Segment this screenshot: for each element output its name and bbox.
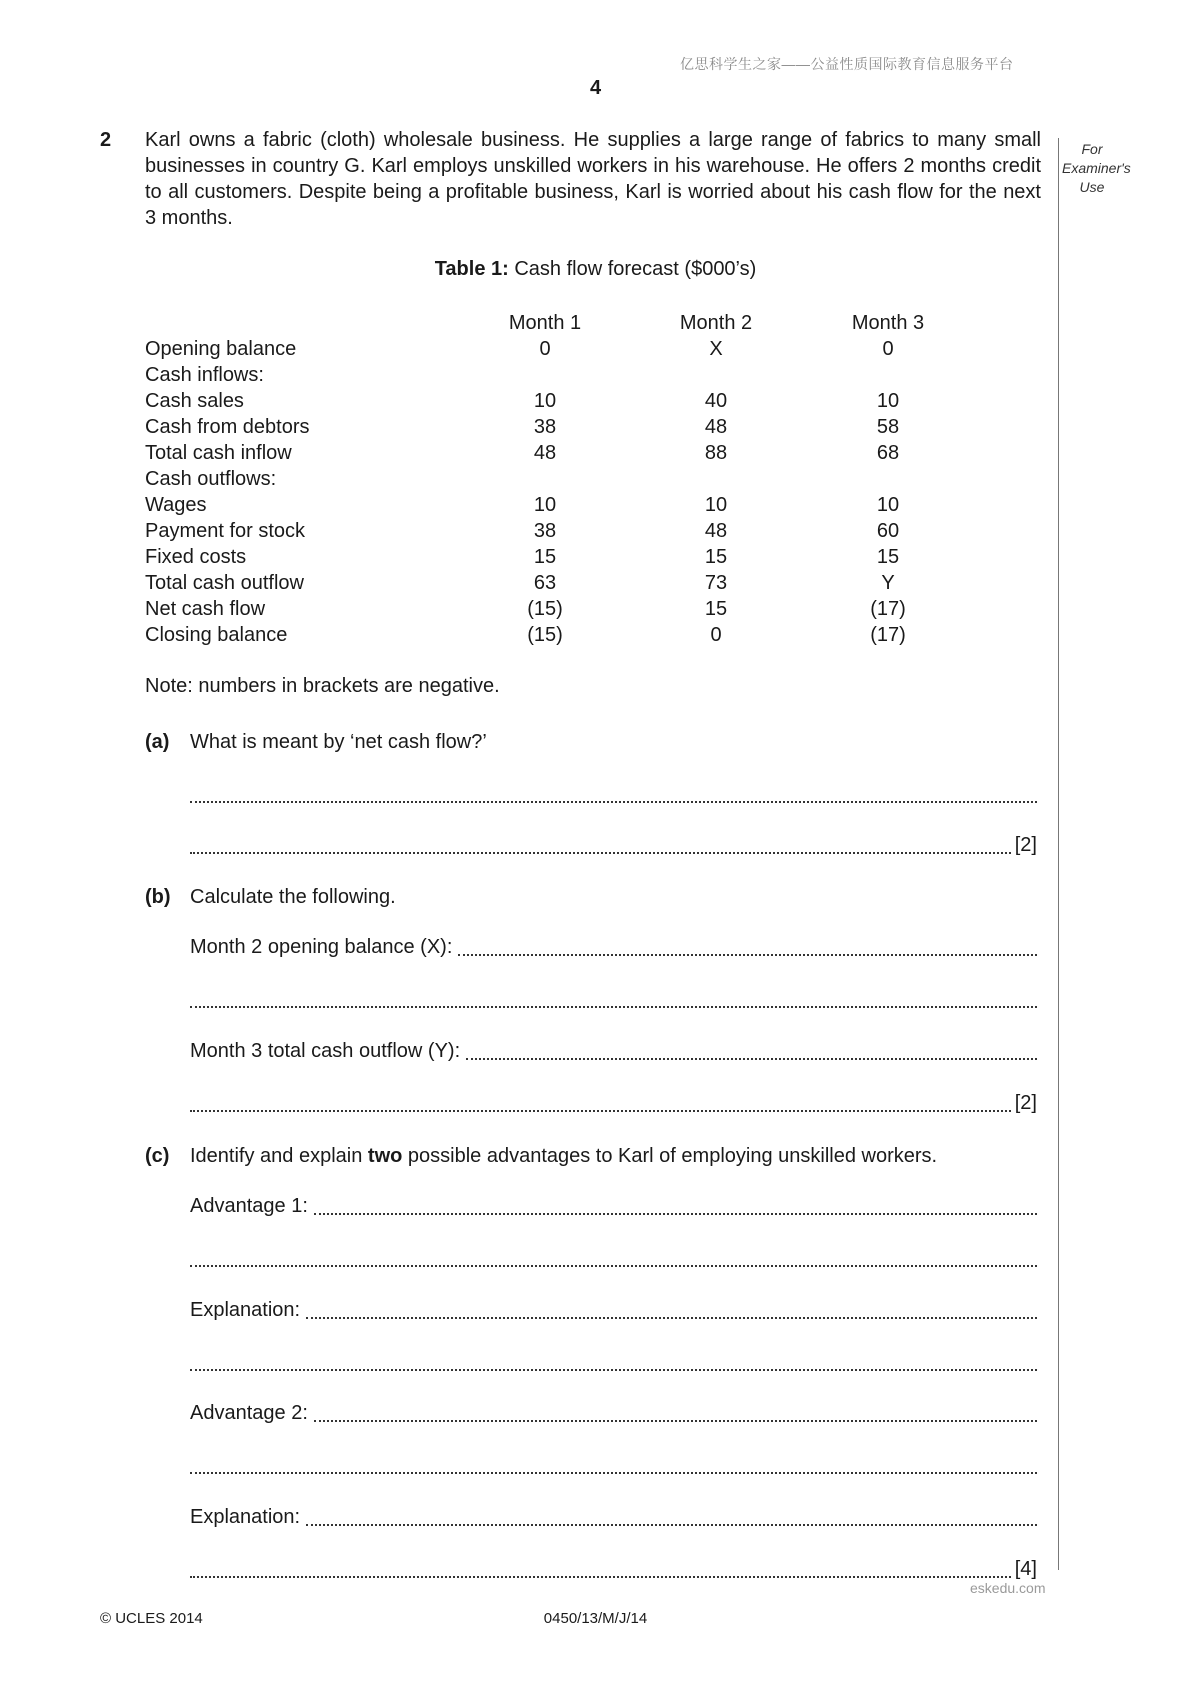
- row-label: Closing balance: [145, 624, 288, 646]
- cell-month-1: 48: [533, 442, 557, 464]
- examiner-label-line: Examiner's: [1062, 160, 1131, 176]
- answer-dots: [190, 1560, 1011, 1578]
- cell-month-3: 68: [876, 442, 900, 464]
- month-3-outflow-label: Month 3 total cash outflow (Y):: [190, 1040, 461, 1062]
- cell-month-2: 48: [704, 520, 728, 542]
- part-a-mark: [2]: [1014, 834, 1037, 856]
- row-label: Fixed costs: [145, 546, 247, 568]
- answer-line-advantage-2[interactable]: [190, 1401, 1037, 1425]
- row-label: Total cash outflow: [145, 572, 304, 594]
- answer-dots: [458, 938, 1037, 956]
- table-title: [0, 258, 1191, 281]
- header-month-2: Month 2: [679, 312, 753, 334]
- answer-line[interactable]: [190, 1246, 1037, 1270]
- answer-dots: [190, 1353, 1037, 1371]
- part-c-text-post: possible advantages to Karl of employing unskilled workers.: [402, 1145, 938, 1167]
- answer-dots: [190, 1456, 1037, 1474]
- header-month-3: Month 3: [851, 312, 925, 334]
- answer-dots: [314, 1197, 1037, 1215]
- part-a-question: What is meant by ‘net cash flow?’: [190, 731, 487, 753]
- row-label: Total cash inflow: [145, 442, 292, 464]
- cell-month-2: 10: [704, 494, 728, 516]
- cell-month-3: (17): [870, 598, 906, 620]
- cell-month-2: 88: [704, 442, 728, 464]
- cell-month-3: 15: [876, 546, 900, 568]
- table-title-text: Cash flow forecast ($000’s): [508, 258, 757, 280]
- cell-month-3: 0: [882, 338, 894, 360]
- row-label: Net cash flow: [145, 598, 266, 620]
- part-b-question: Calculate the following.: [190, 886, 396, 908]
- cell-month-1: 38: [533, 416, 557, 438]
- answer-line[interactable]: [190, 833, 1037, 857]
- watermark-bottom: eskedu.com: [970, 1580, 1046, 1596]
- question-stem: Karl owns a fabric (cloth) wholesale business. He supplies a large range of fabrics to many small businesses in country G. Karl employs unskilled workers in his warehouse. He offers 2 months credit to all customers. Despite being a profitable business, Karl is worried about his cash flow for the next 3 months.: [145, 129, 1041, 229]
- cell-month-3: Y: [881, 572, 895, 594]
- answer-line-explanation-2[interactable]: [190, 1505, 1037, 1529]
- part-c-letter: (c): [145, 1145, 170, 1167]
- examiner-label-line: Use: [1079, 179, 1105, 195]
- examiner-margin-line: [1058, 138, 1059, 1570]
- answer-dots: [190, 836, 1011, 854]
- part-a-letter: (a): [145, 731, 170, 753]
- answer-dots: [466, 1042, 1037, 1060]
- answer-dots: [190, 785, 1037, 803]
- part-c-question: [190, 1145, 937, 1168]
- answer-line-y[interactable]: [190, 1039, 1037, 1063]
- cell-month-1: (15): [527, 624, 563, 646]
- answer-dots: [190, 990, 1037, 1008]
- answer-line[interactable]: [190, 1453, 1037, 1477]
- answer-line[interactable]: [190, 1350, 1037, 1374]
- row-label: Cash inflows:: [145, 364, 264, 386]
- part-b-letter: (b): [145, 886, 171, 908]
- cell-month-1: 15: [533, 546, 557, 568]
- row-label: Wages: [145, 494, 207, 516]
- cell-month-2: 48: [704, 416, 728, 438]
- answer-dots: [190, 1249, 1037, 1267]
- advantage-2-label: Advantage 2:: [190, 1402, 308, 1424]
- cell-month-2: 40: [704, 390, 728, 412]
- table-note: Note: numbers in brackets are negative.: [145, 675, 500, 697]
- cell-month-1: 0: [539, 338, 551, 360]
- page-number: 4: [589, 77, 602, 99]
- part-c-mark: [4]: [1014, 1558, 1037, 1580]
- question-number: 2: [100, 129, 112, 151]
- row-label: Cash from debtors: [145, 416, 310, 438]
- answer-dots: [306, 1301, 1037, 1319]
- cell-month-3: 58: [876, 416, 900, 438]
- answer-line[interactable]: [190, 1557, 1037, 1581]
- table-title-bold: Table 1:: [434, 258, 509, 280]
- watermark-top: 亿思科学生之家——公益性质国际教育信息服务平台: [680, 56, 1014, 72]
- row-label: Cash sales: [145, 390, 244, 412]
- part-b-mark: [2]: [1014, 1092, 1037, 1114]
- cell-month-2: 73: [704, 572, 728, 594]
- explanation-1-label: Explanation:: [190, 1299, 301, 1321]
- cell-month-3: 10: [876, 494, 900, 516]
- cell-month-1: 10: [533, 390, 557, 412]
- part-c-text-pre: Identify and explain: [190, 1145, 368, 1167]
- row-label: Cash outflows:: [145, 468, 277, 490]
- part-c-text-bold: two: [367, 1145, 403, 1167]
- row-label: Payment for stock: [145, 520, 306, 542]
- explanation-2-label: Explanation:: [190, 1506, 301, 1528]
- answer-dots: [190, 1094, 1011, 1112]
- answer-line[interactable]: [190, 782, 1037, 806]
- answer-line-explanation-1[interactable]: [190, 1298, 1037, 1322]
- cell-month-2: X: [709, 338, 723, 360]
- advantage-1-label: Advantage 1:: [190, 1195, 308, 1217]
- cell-month-2: 0: [710, 624, 722, 646]
- header-month-1: Month 1: [508, 312, 582, 334]
- cell-month-2: 15: [704, 598, 728, 620]
- answer-line-x[interactable]: [190, 935, 1037, 959]
- answer-dots: [306, 1508, 1037, 1526]
- cell-month-3: 10: [876, 390, 900, 412]
- cell-month-3: (17): [870, 624, 906, 646]
- cell-month-2: 15: [704, 546, 728, 568]
- cell-month-1: 63: [533, 572, 557, 594]
- examiner-use-label: [1062, 140, 1131, 197]
- answer-dots: [314, 1404, 1037, 1422]
- cell-month-1: 10: [533, 494, 557, 516]
- month-2-opening-label: Month 2 opening balance (X):: [190, 936, 453, 958]
- answer-line[interactable]: [190, 1091, 1037, 1115]
- cell-month-1: (15): [527, 598, 563, 620]
- examiner-label-line: For: [1081, 141, 1103, 157]
- answer-line-advantage-1[interactable]: [190, 1194, 1037, 1218]
- answer-line[interactable]: [190, 987, 1037, 1011]
- cell-month-3: 60: [876, 520, 900, 542]
- row-label: Opening balance: [145, 338, 297, 360]
- footer-copyright: © UCLES 2014: [100, 1610, 203, 1627]
- cell-month-1: 38: [533, 520, 557, 542]
- footer-paper-code: 0450/13/M/J/14: [543, 1610, 648, 1627]
